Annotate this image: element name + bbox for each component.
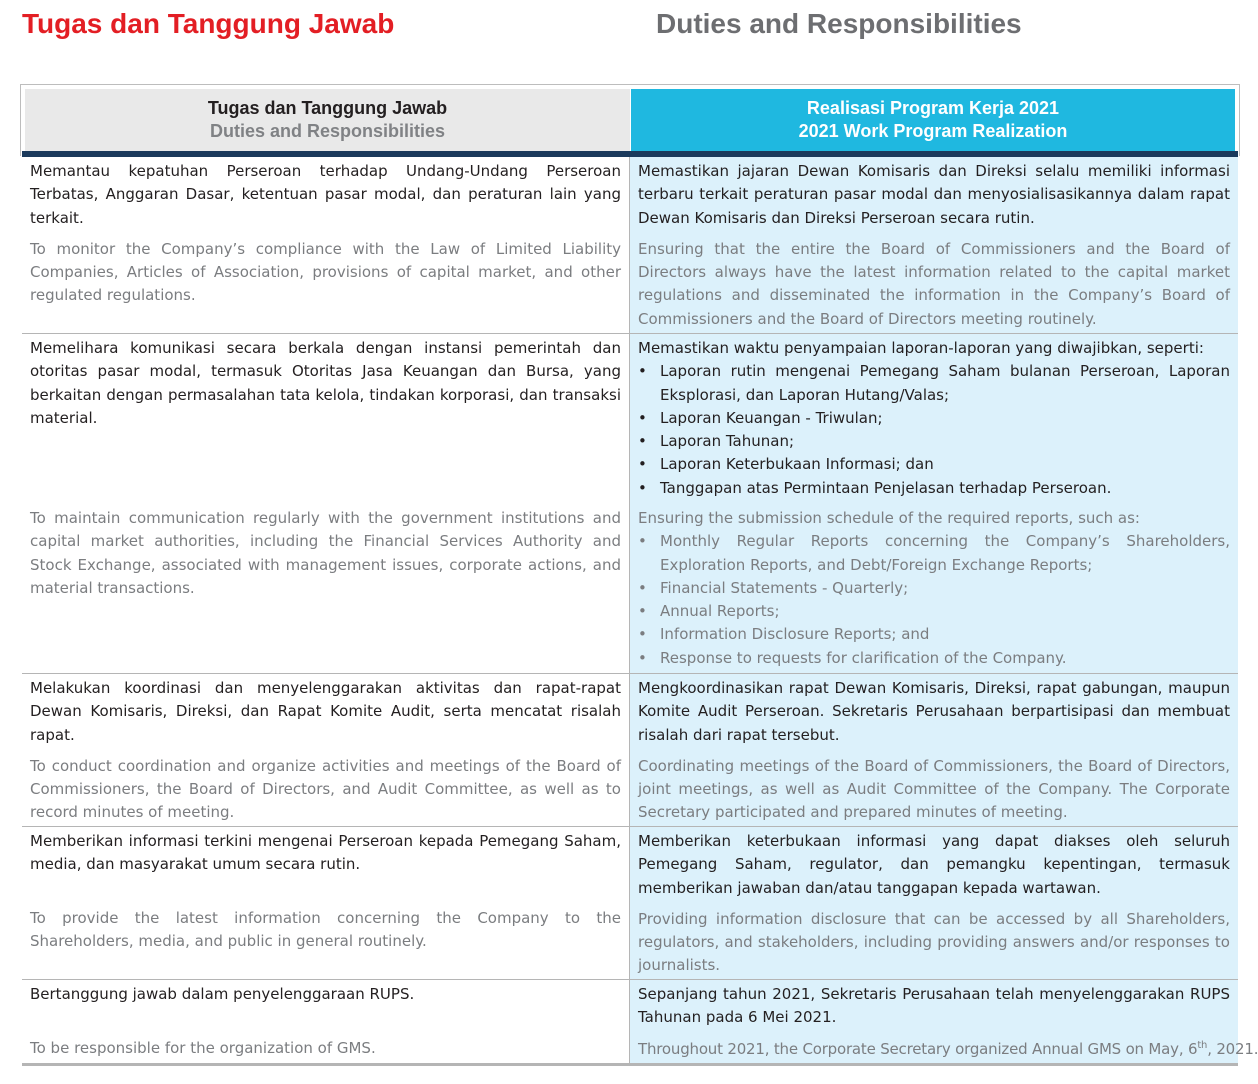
list-item: • Laporan Tahunan; (638, 430, 1230, 453)
realization-cell (630, 674, 1238, 826)
realization-text-id: Memastikan jajaran Dewan Komisaris dan Direksi selalu memiliki informasi terbaru terkait peraturan pasar modal dan menyosialisasikannya dalam rapat Dewan Komisaris dan Direksi Perseroan secara rutin. (638, 162, 1230, 227)
list-item: • Monthly Regular Reports concerning the Company’s Shareholders, Exploration Reports, and Debt/Foreign Exchange Reports; (638, 530, 1230, 577)
realization-text-id: Sepanjang tahun 2021, Sekretaris Perusahaan telah menyelenggarakan RUPS Tahunan pada 6 Mei 2021. (638, 985, 1230, 1027)
duties-table (22, 157, 1258, 1066)
duty-cell (22, 827, 630, 979)
duty-cell (22, 157, 630, 333)
table-row (22, 674, 1238, 827)
realization-cell (630, 334, 1238, 673)
duty-text-en: To be responsible for the organization of GMS. (30, 1039, 376, 1057)
realization-text-en (638, 1038, 1258, 1061)
list-item: • Response to requests for clarification of the Company. (638, 647, 1230, 670)
list-item: • Financial Statements - Quarterly; (638, 577, 1230, 600)
duty-text-id: Memberikan informasi terkini mengenai Perseroan kepada Pemegang Saham, media, dan masyarakat umum secara rutin. (30, 832, 621, 874)
realization-text-en: Coordinating meetings of the Board of Commissioners, the Board of Directors, joint meetings, as well as Audit Committee of the Company. The Corporate Secretary participated and prepared minutes of meeting. (638, 756, 1230, 822)
duty-text-en: To monitor the Company’s compliance with the Law of Limited Liability Companies, Articles of Association, provisions of capital market, and other regulated regulations. (30, 239, 621, 305)
table-row (22, 980, 1258, 1066)
duty-cell (22, 980, 630, 1063)
list-item: • Laporan Keterbukaan Informasi; dan (638, 453, 1230, 476)
realization-text-id: Memastikan waktu penyampaian laporan-laporan yang diwajibkan, seperti: (638, 339, 1204, 357)
realization-text-en: Ensuring that the entire the Board of Commissioners and the Board of Directors always have the latest information related to the capital market regulations and disseminated the information in the Company’s Board of Commissioners and the Board of Directors meeting routinely. (638, 239, 1230, 328)
duty-text-en: To provide the latest information concerning the Company to the Shareholders, media, and public in general routinely. (30, 909, 621, 951)
realization-text-en: Ensuring the submission schedule of the required reports, such as: (638, 509, 1140, 527)
duty-text-id: Memantau kepatuhan Perseroan terhadap Undang-Undang Perseroan Terbatas, Anggaran Dasar, ketentuan pasar modal, dan peraturan lain yang terkait. (30, 162, 621, 227)
realization-text-en-main: Throughout 2021, the Corporate Secretary organized Annual GMS on May, 6 (638, 1039, 1198, 1058)
realization-cell (630, 980, 1258, 1063)
duty-text-id: Bertanggung jawab dalam penyelenggaraan RUPS. (30, 985, 415, 1003)
list-item: • Tanggapan atas Permintaan Penjelasan terhadap Perseroan. (638, 477, 1230, 500)
column-header-realization-en: 2021 Work Program Realization (798, 121, 1068, 141)
ordinal-suffix: th (1197, 1039, 1208, 1051)
duty-cell (22, 334, 630, 673)
table-row (22, 827, 1238, 980)
list-item: • Laporan Keuangan - Triwulan; (638, 407, 1230, 430)
duty-text-en: To conduct coordination and organize activities and meetings of the Board of Commissioners, the Board of Directors, and Audit Committee, as well as to record minutes of meeting. (30, 756, 621, 822)
list-item: • Annual Reports; (638, 600, 1230, 623)
column-header-duties (25, 89, 630, 151)
list-item: • Laporan rutin mengenai Pemegang Saham bulanan Perseroan, Laporan Eksplorasi, dan Laporan Hutang/Valas; (638, 360, 1230, 407)
realization-text-en-end: , 2021. (1207, 1039, 1258, 1058)
duty-text-en: To maintain communication regularly with the government institutions and capital market authorities, including the Financial Services Authority and Stock Exchange, associated with management issues, corporate actions, and material transactions. (30, 509, 621, 597)
page-title-indonesian: Tugas dan Tanggung Jawab (22, 8, 395, 39)
duty-text-id: Melakukan koordinasi dan menyelenggarakan aktivitas dan rapat-rapat Dewan Komisaris, Direksi, dan Rapat Komite Audit, serta mencatat risalah rapat. (30, 679, 621, 744)
realization-text-id: Mengkoordinasikan rapat Dewan Komisaris, Direksi, rapat gabungan, maupun Komite Audit Perseroan. Sekretaris Perusahaan berpartisipasi dan membuat risalah dari rapat tersebut. (638, 679, 1230, 744)
page-title-english: Duties and Responsibilities (656, 8, 1022, 39)
table-row (22, 334, 1238, 674)
realization-list-en (638, 530, 1230, 670)
realization-text-id: Memberikan keterbukaan informasi yang dapat diakses oleh seluruh Pemegang Saham, regulator, dan pemangku kepentingan, termasuk memberikan jawaban dan/atau tanggapan kepada wartawan. (638, 832, 1230, 897)
duty-text-id: Memelihara komunikasi secara berkala dengan instansi pemerintah dan otoritas pasar modal, termasuk Otoritas Jasa Keuangan dan Bursa, yang berkaitan dengan permasalahan tata kelola, tindakan korporasi, dan transaksi material. (30, 339, 621, 427)
column-header-realization-id: Realisasi Program Kerja 2021 (806, 98, 1060, 118)
list-item: • Information Disclosure Reports; and (638, 623, 1230, 646)
column-header-duties-en: Duties and Responsibilities (209, 121, 446, 141)
column-header-realization (631, 89, 1235, 151)
duty-cell (22, 674, 630, 826)
column-header-duties-id: Tugas dan Tanggung Jawab (207, 98, 448, 118)
realization-cell (630, 827, 1238, 979)
table-row (22, 157, 1238, 334)
realization-list-id (638, 360, 1230, 500)
realization-cell (630, 157, 1238, 333)
realization-text-en: Providing information disclosure that can be accessed by all Shareholders, regulators, and stakeholders, including providing answers and/or responses to journalists. (638, 909, 1230, 975)
